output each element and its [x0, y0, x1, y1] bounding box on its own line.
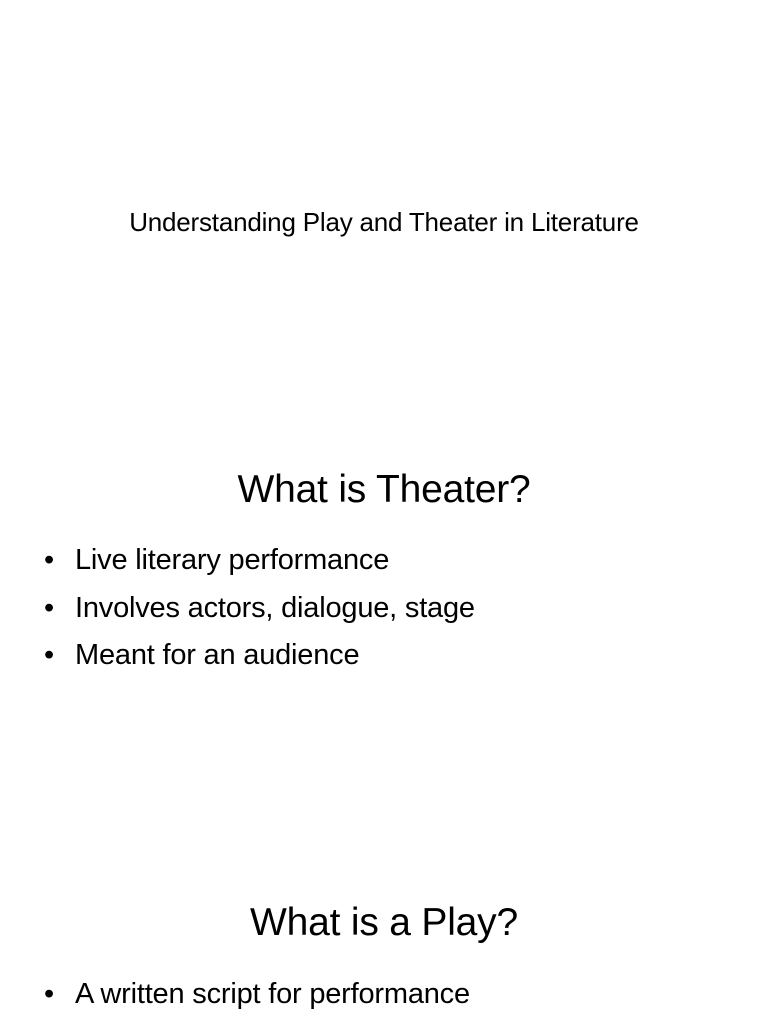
slide-heading-theater: What is Theater? — [237, 468, 531, 511]
bullet-text: Meant for an audience — [75, 639, 360, 671]
bullet-text: Live literary performance — [75, 544, 390, 576]
presentation-title: Understanding Play and Theater in Literature — [129, 207, 639, 237]
list-item — [44, 635, 744, 683]
bullet-list-theater — [44, 540, 744, 683]
list-item — [44, 540, 744, 588]
bullet-icon: • — [44, 639, 54, 671]
bullet-text: A written script for performance — [75, 978, 470, 1010]
bullet-icon: • — [44, 978, 54, 1010]
slide-heading-play: What is a Play? — [250, 901, 518, 944]
bullet-icon: • — [44, 591, 54, 624]
bullet-text: Involves actors, dialogue, stage — [75, 591, 475, 624]
bullet-icon: • — [44, 544, 54, 576]
list-item — [44, 588, 744, 636]
list-item — [44, 974, 744, 1022]
bullet-list-play — [44, 974, 744, 1022]
